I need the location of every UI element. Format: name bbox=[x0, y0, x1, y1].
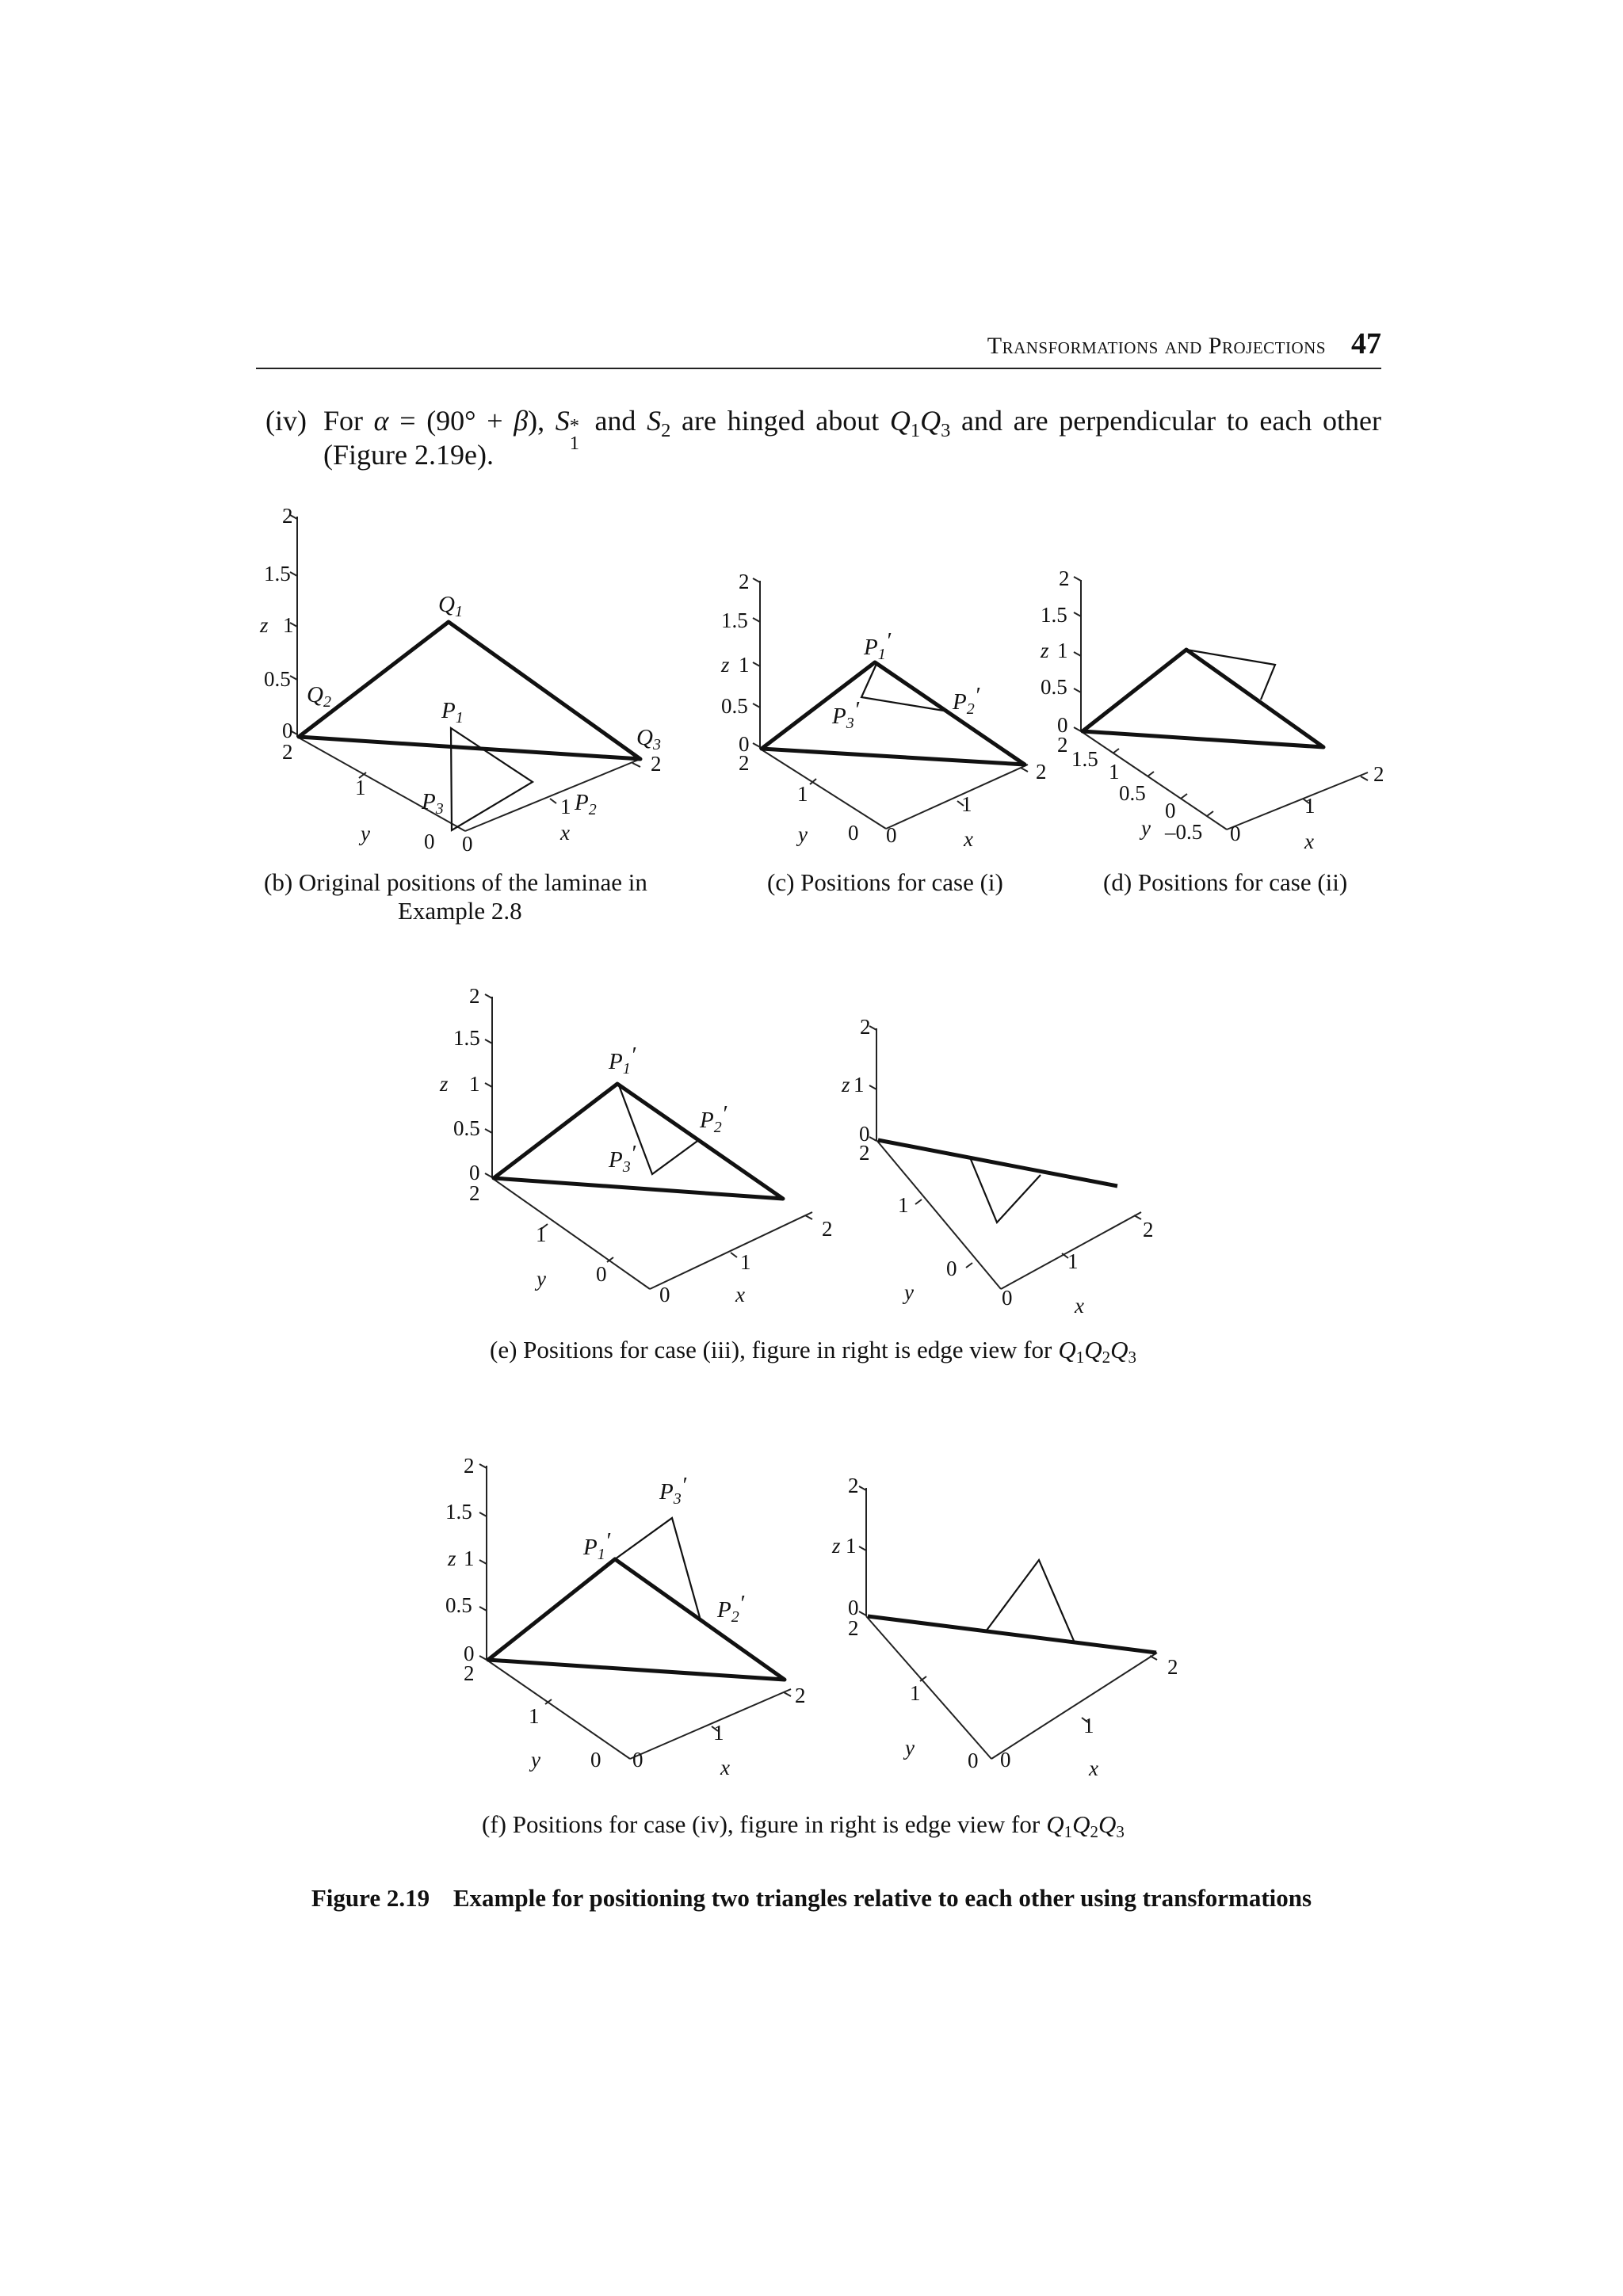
label-p2-prime: $P_2'$ bbox=[717, 1591, 745, 1626]
y-tick-label: 1 bbox=[529, 1704, 540, 1728]
label-p1: $P_1$ bbox=[441, 698, 464, 727]
z-axis-label: z bbox=[440, 1072, 449, 1096]
z-tick-label: 0 bbox=[1057, 713, 1068, 737]
y-axis-label: y bbox=[904, 1280, 914, 1304]
x-tick-label: 1 bbox=[1067, 1249, 1079, 1273]
page-number: 47 bbox=[1351, 327, 1381, 360]
triangle-q bbox=[1083, 650, 1323, 747]
item-line-2: (Figure 2.19e). bbox=[323, 439, 494, 471]
figure-caption-text: Example for positioning two triangles relative to each other using transformations bbox=[453, 1884, 1312, 1912]
y-tick-label: 2 bbox=[739, 751, 750, 775]
x-axis-label: x bbox=[1089, 1756, 1098, 1780]
y-axis bbox=[760, 749, 886, 829]
z-tick-label: 0 bbox=[469, 1161, 480, 1184]
xy-ticks bbox=[920, 1656, 1157, 1722]
label-p3: $P_3$ bbox=[422, 789, 444, 818]
y-axis-label: y bbox=[537, 1267, 546, 1291]
triangle-p bbox=[986, 1560, 1074, 1641]
z-ticks bbox=[859, 1486, 866, 1615]
label-q1: $Q_1$ bbox=[438, 592, 463, 620]
panel-f-right bbox=[831, 1474, 1178, 1780]
triangle-q bbox=[299, 622, 640, 759]
label-p3-prime: $P_3'$ bbox=[832, 697, 860, 732]
label-p2: $P_2$ bbox=[575, 790, 597, 818]
y-tick-label: 0.5 bbox=[1119, 781, 1146, 805]
z-axis-label: z bbox=[842, 1073, 850, 1097]
y-tick-label: 1 bbox=[910, 1681, 921, 1705]
xy-ticks bbox=[1113, 749, 1368, 816]
z-tick-label: 2 bbox=[860, 1015, 871, 1039]
x-axis bbox=[465, 759, 640, 831]
text-run: are hinged about bbox=[681, 405, 880, 437]
z-tick-label: 1 bbox=[854, 1073, 865, 1097]
panel-c bbox=[720, 570, 1047, 896]
y-tick-label: 0 bbox=[848, 821, 859, 845]
label-p2-prime: $P_2'$ bbox=[953, 683, 980, 718]
y-axis-label: y bbox=[1141, 816, 1151, 840]
y-tick-label: 2 bbox=[469, 1181, 480, 1205]
y-axis bbox=[487, 1660, 630, 1759]
caption-b: (b) Original positions of the laminae in bbox=[264, 868, 647, 896]
z-ticks bbox=[753, 578, 760, 747]
z-axis-label: z bbox=[721, 653, 730, 677]
z-axis-label: z bbox=[260, 613, 269, 637]
caption-b-line-2: Example 2.8 bbox=[398, 897, 522, 925]
y-axis bbox=[866, 1616, 991, 1759]
panel-b bbox=[259, 504, 662, 925]
x-tick-label: 1 bbox=[713, 1721, 724, 1745]
x-tick-label: 0 bbox=[1230, 822, 1241, 845]
panel-f-left bbox=[445, 1454, 806, 1779]
x-tick-label: 1 bbox=[961, 792, 972, 816]
y-tick-label: 2 bbox=[464, 1661, 475, 1685]
x-axis-label: x bbox=[560, 821, 570, 845]
x-axis-label: x bbox=[720, 1756, 730, 1779]
x-tick-label: 0 bbox=[1002, 1286, 1013, 1310]
z-tick-label: 0 bbox=[859, 1122, 870, 1146]
q1q3-symbol: $Q_1Q_3$ bbox=[889, 405, 951, 442]
x-tick-label: 1 bbox=[1083, 1714, 1094, 1737]
x-tick-label: 0 bbox=[659, 1283, 670, 1306]
x-tick-label: 2 bbox=[1036, 760, 1047, 784]
text-run: For bbox=[323, 405, 364, 437]
x-axis bbox=[1227, 772, 1368, 830]
z-tick-label: 2 bbox=[469, 984, 480, 1008]
y-tick-label: 0 bbox=[590, 1748, 601, 1772]
caption-e: (e) Positions for case (iii), figure in right is edge view for Q1Q2Q3 bbox=[490, 1336, 1137, 1367]
y-axis bbox=[492, 1178, 650, 1289]
z-tick-label: 1 bbox=[464, 1547, 475, 1570]
triangle-q bbox=[494, 1084, 783, 1199]
z-tick-label: 0 bbox=[282, 719, 293, 742]
x-axis bbox=[650, 1212, 812, 1289]
y-tick-label: 2 bbox=[848, 1616, 859, 1640]
label-p1-prime: $P_1'$ bbox=[609, 1043, 636, 1077]
y-tick-label: 2 bbox=[859, 1141, 870, 1165]
y-axis-label: y bbox=[905, 1736, 915, 1760]
xy-ticks bbox=[359, 763, 640, 803]
triangle-p bbox=[451, 728, 533, 830]
text-run: and bbox=[594, 405, 636, 437]
y-axis-label: y bbox=[531, 1748, 540, 1772]
x-axis-label: x bbox=[735, 1283, 745, 1306]
triangle-q-edge bbox=[868, 1616, 1156, 1653]
x-tick-label: 2 bbox=[822, 1217, 833, 1241]
y-axis-label: y bbox=[798, 822, 808, 846]
z-tick-label: 0.5 bbox=[445, 1593, 472, 1617]
z-tick-label: 0 bbox=[739, 732, 750, 756]
y-tick-label: 1.5 bbox=[1071, 747, 1098, 771]
x-axis-label: x bbox=[964, 827, 973, 851]
x-tick-label: 1 bbox=[560, 795, 571, 818]
y-tick-label: 2 bbox=[282, 740, 293, 764]
z-tick-label: 1.5 bbox=[721, 608, 748, 632]
z-tick-label: 0.5 bbox=[1041, 675, 1067, 699]
z-ticks bbox=[1074, 577, 1081, 731]
label-p1-prime: $P_1'$ bbox=[583, 1528, 611, 1563]
label-p3-prime: $P_3'$ bbox=[659, 1473, 687, 1508]
z-tick-label: 0.5 bbox=[721, 694, 748, 718]
x-axis-label: x bbox=[1075, 1294, 1084, 1318]
y-tick-label: 1 bbox=[355, 776, 366, 799]
x-tick-label: 1 bbox=[1304, 794, 1316, 818]
x-tick-label: 2 bbox=[1373, 762, 1384, 786]
triangle-q bbox=[762, 662, 1025, 765]
z-tick-label: 0 bbox=[464, 1642, 475, 1665]
y-tick-label: 0 bbox=[968, 1749, 979, 1772]
figure-number: Figure 2.19 bbox=[311, 1884, 430, 1912]
label-p3-prime: $P_3'$ bbox=[609, 1141, 636, 1176]
z-ticks bbox=[485, 994, 492, 1177]
x-tick-label: 2 bbox=[1167, 1655, 1178, 1679]
z-tick-label: 2 bbox=[282, 504, 293, 528]
y-tick-label: –0.5 bbox=[1165, 820, 1203, 844]
text-run: = (90° + bbox=[399, 405, 503, 437]
x-axis bbox=[630, 1689, 791, 1759]
z-tick-label: 1.5 bbox=[1041, 603, 1067, 627]
label-p2-prime: $P_2'$ bbox=[700, 1101, 727, 1136]
xy-ticks bbox=[541, 1215, 812, 1262]
z-tick-label: 1 bbox=[846, 1534, 857, 1558]
x-axis bbox=[886, 765, 1028, 829]
y-axis-label: y bbox=[361, 822, 370, 845]
item-label: (iv) bbox=[265, 405, 307, 437]
panel-e-left bbox=[439, 984, 833, 1306]
text-run: and are perpendicular to each other bbox=[960, 405, 1381, 437]
z-tick-label: 0 bbox=[848, 1596, 859, 1619]
x-tick-label: 0 bbox=[1000, 1748, 1011, 1772]
running-title: Transformations and Projections bbox=[987, 333, 1326, 359]
y-axis bbox=[876, 1140, 1001, 1289]
z-tick-label: 1.5 bbox=[453, 1026, 480, 1050]
x-axis bbox=[991, 1653, 1157, 1759]
y-tick-label: 2 bbox=[1057, 733, 1068, 757]
caption-d: (d) Positions for case (ii) bbox=[1103, 868, 1348, 896]
x-tick-label: 0 bbox=[632, 1748, 643, 1772]
z-tick-label: 1.5 bbox=[445, 1500, 472, 1524]
z-tick-label: 1 bbox=[469, 1072, 480, 1096]
y-tick-label: 0 bbox=[424, 830, 435, 853]
x-tick-label: 0 bbox=[462, 832, 473, 856]
y-tick-label: 0 bbox=[1165, 799, 1176, 822]
z-tick-label: 2 bbox=[848, 1474, 859, 1497]
panel-e-right bbox=[841, 1015, 1154, 1318]
z-ticks bbox=[479, 1464, 487, 1660]
z-tick-label: 0.5 bbox=[453, 1116, 480, 1140]
z-axis-label: z bbox=[1041, 639, 1049, 662]
y-tick-label: 1 bbox=[898, 1193, 909, 1217]
z-tick-label: 2 bbox=[464, 1454, 475, 1478]
y-tick-label: 0 bbox=[946, 1257, 957, 1280]
label-p1-prime: $P_1'$ bbox=[864, 628, 892, 663]
label-q2: $Q_2$ bbox=[307, 682, 331, 711]
triangle-q bbox=[488, 1559, 785, 1680]
x-tick-label: 2 bbox=[651, 752, 662, 776]
x-axis-label: x bbox=[1304, 830, 1314, 853]
z-tick-label: 2 bbox=[739, 570, 750, 593]
xy-ticks bbox=[810, 768, 1028, 806]
z-axis-label: z bbox=[832, 1534, 841, 1558]
z-tick-label: 1 bbox=[739, 653, 750, 677]
z-tick-label: 1 bbox=[1057, 639, 1068, 662]
s1-star-symbol: S * 1 bbox=[555, 405, 580, 455]
y-axis bbox=[1081, 731, 1227, 830]
label-q3: $Q_3$ bbox=[636, 725, 661, 753]
x-tick-label: 0 bbox=[886, 823, 897, 847]
s2-symbol: $S_2$ bbox=[647, 405, 671, 442]
y-tick-label: 1 bbox=[536, 1222, 547, 1246]
figure-caption bbox=[0, 1884, 1623, 1913]
caption-f: (f) Positions for case (iv), figure in right is edge view for Q1Q2Q3 bbox=[482, 1810, 1125, 1841]
z-tick-label: 2 bbox=[1059, 566, 1070, 590]
x-tick-label: 1 bbox=[740, 1250, 751, 1274]
z-tick-label: 1.5 bbox=[264, 562, 291, 585]
panel-d bbox=[1040, 566, 1384, 896]
y-tick-label: 0 bbox=[596, 1262, 607, 1286]
alpha-symbol: α bbox=[373, 405, 389, 437]
x-tick-label: 2 bbox=[795, 1684, 806, 1707]
text-run: ), bbox=[528, 405, 545, 437]
caption-c: (c) Positions for case (i) bbox=[767, 868, 1003, 896]
y-tick-label: 1 bbox=[1109, 760, 1120, 784]
beta-symbol: β bbox=[514, 405, 529, 437]
triangle-q-edge bbox=[878, 1140, 1117, 1186]
z-ticks bbox=[869, 1026, 876, 1141]
z-axis-label: z bbox=[448, 1547, 456, 1570]
z-tick-label: 0.5 bbox=[264, 667, 291, 691]
y-tick-label: 1 bbox=[797, 782, 808, 806]
x-tick-label: 2 bbox=[1143, 1218, 1154, 1241]
z-tick-label: 1 bbox=[283, 613, 294, 637]
